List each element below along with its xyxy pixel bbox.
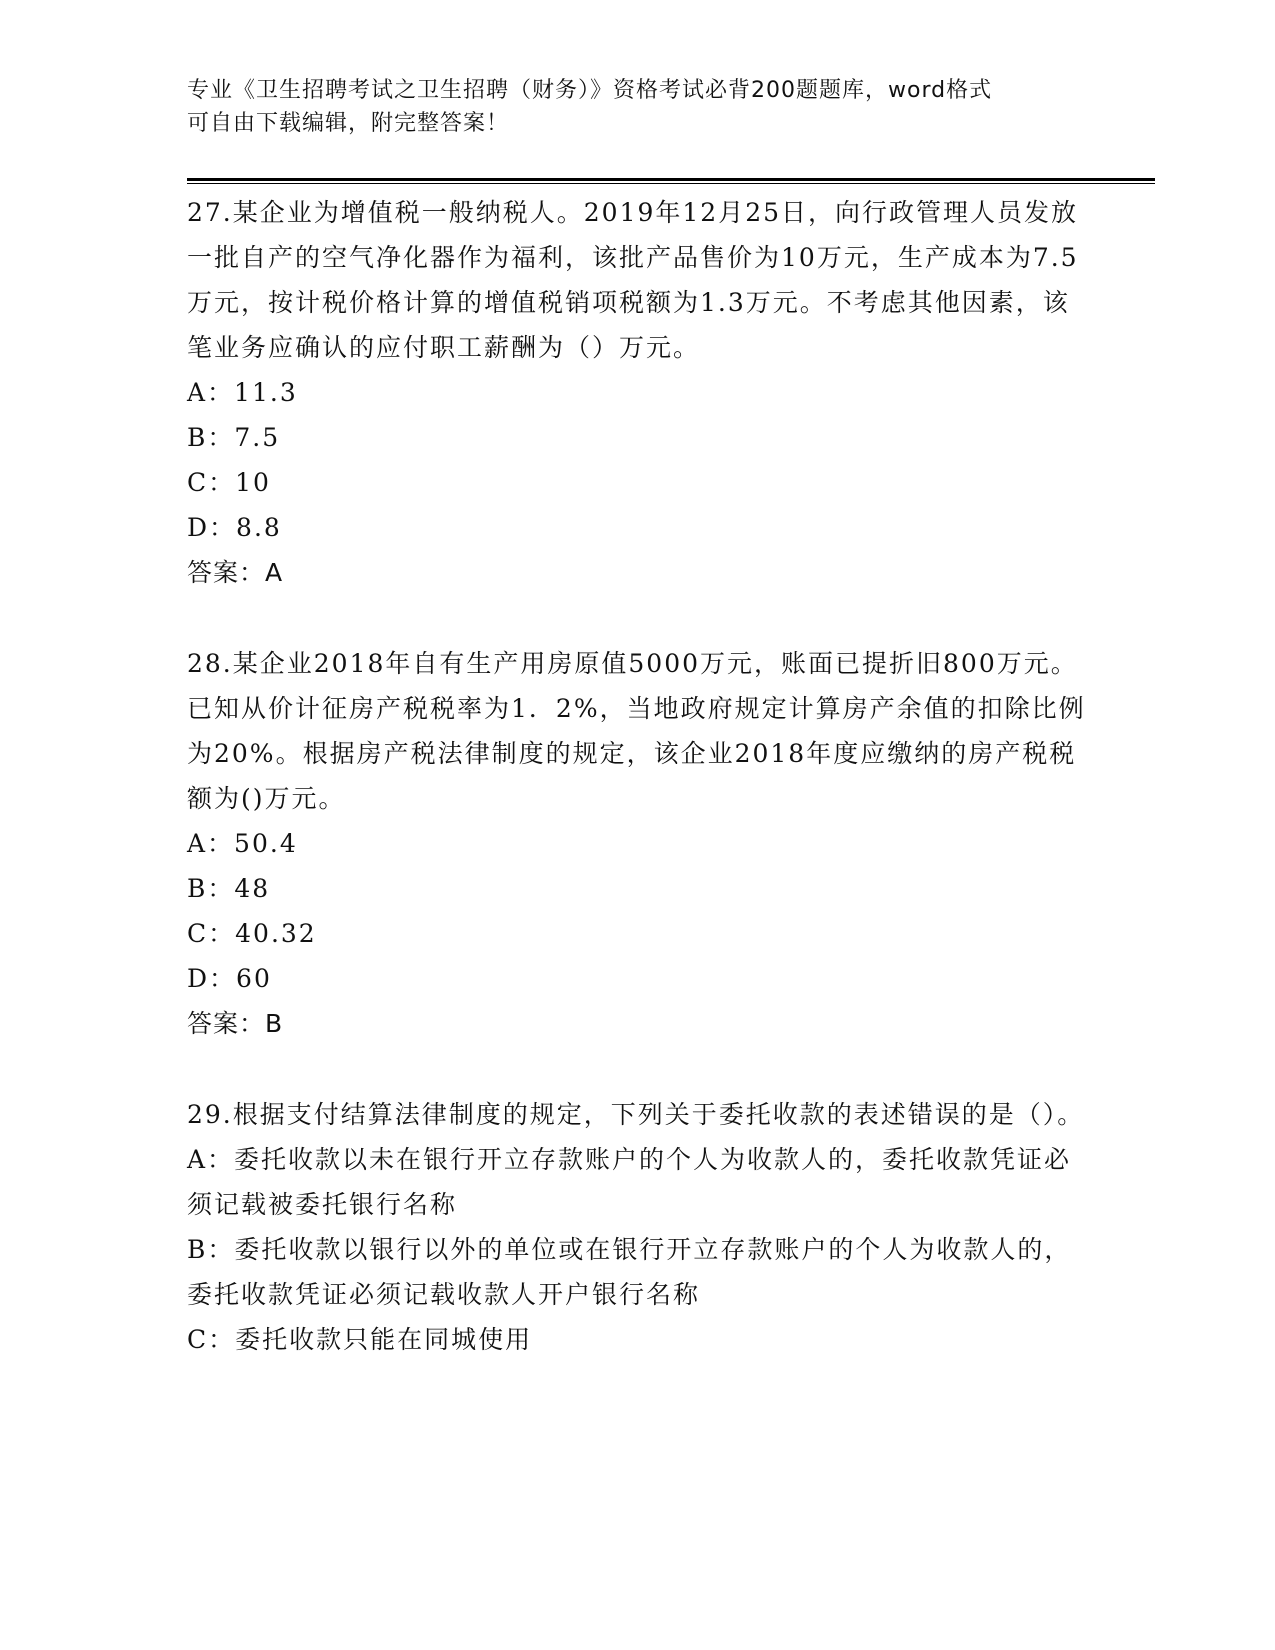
header-divider-thin (187, 183, 1155, 184)
option-c: C：10 (187, 468, 271, 497)
header-divider-thick (187, 178, 1155, 181)
option-d: D：8.8 (187, 513, 282, 542)
answer: 答案：A (187, 558, 284, 587)
option-b: B：48 (187, 874, 271, 903)
header-line-2: 可自由下载编辑，附完整答案！ (187, 111, 510, 136)
option-c: C：委托收款只能在同城使用 (187, 1325, 533, 1354)
option-a: A：委托收款以未在银行开立存款账户的个人为收款人的，委托收款凭证必须记载被委托银行名称 (187, 1145, 1072, 1219)
header-line-1: 专业《卫生招聘考试之卫生招聘（财务）》资格考试必背200题题库，word格式 (187, 78, 993, 103)
question-27 (187, 190, 1087, 595)
question-spacer (187, 1046, 1087, 1092)
option-b: B：委托收款以银行以外的单位或在银行开立存款账户的个人为收款人的，委托收款凭证必须记载收款人开户银行名称 (187, 1235, 1072, 1309)
question-29 (187, 1092, 1087, 1362)
question-stem: 27.某企业为增值税一般纳税人。2019年12月25日，向行政管理人员发放一批自产的空气净化器作为福利，该批产品售价为10万元，生产成本为7.5万元，按计税价格计算的增值税销项税额为1.3万元。不考虑其他因素，该笔业务应确认的应付职工薪酬为（）万元。 (187, 198, 1079, 362)
question-list (187, 190, 1087, 1362)
option-a: A：11.3 (187, 378, 298, 407)
question-stem: 28.某企业2018年自有生产用房原值5000万元，账面已提折旧800万元。已知从价计征房产税税率为1．2%，当地政府规定计算房产余值的扣除比例为20%。根据房产税法律制度的规定，该企业2018年度应缴纳的房产税税额为()万元。 (187, 649, 1086, 813)
question-spacer (187, 595, 1087, 641)
question-28 (187, 641, 1087, 1046)
document-header (187, 74, 1087, 140)
answer: 答案：B (187, 1009, 284, 1038)
question-stem: 29.根据支付结算法律制度的规定，下列关于委托收款的表述错误的是（）。 (187, 1100, 1085, 1129)
option-d: D：60 (187, 964, 272, 993)
option-c: C：40.32 (187, 919, 317, 948)
option-a: A：50.4 (187, 829, 298, 858)
option-b: B：7.5 (187, 423, 281, 452)
